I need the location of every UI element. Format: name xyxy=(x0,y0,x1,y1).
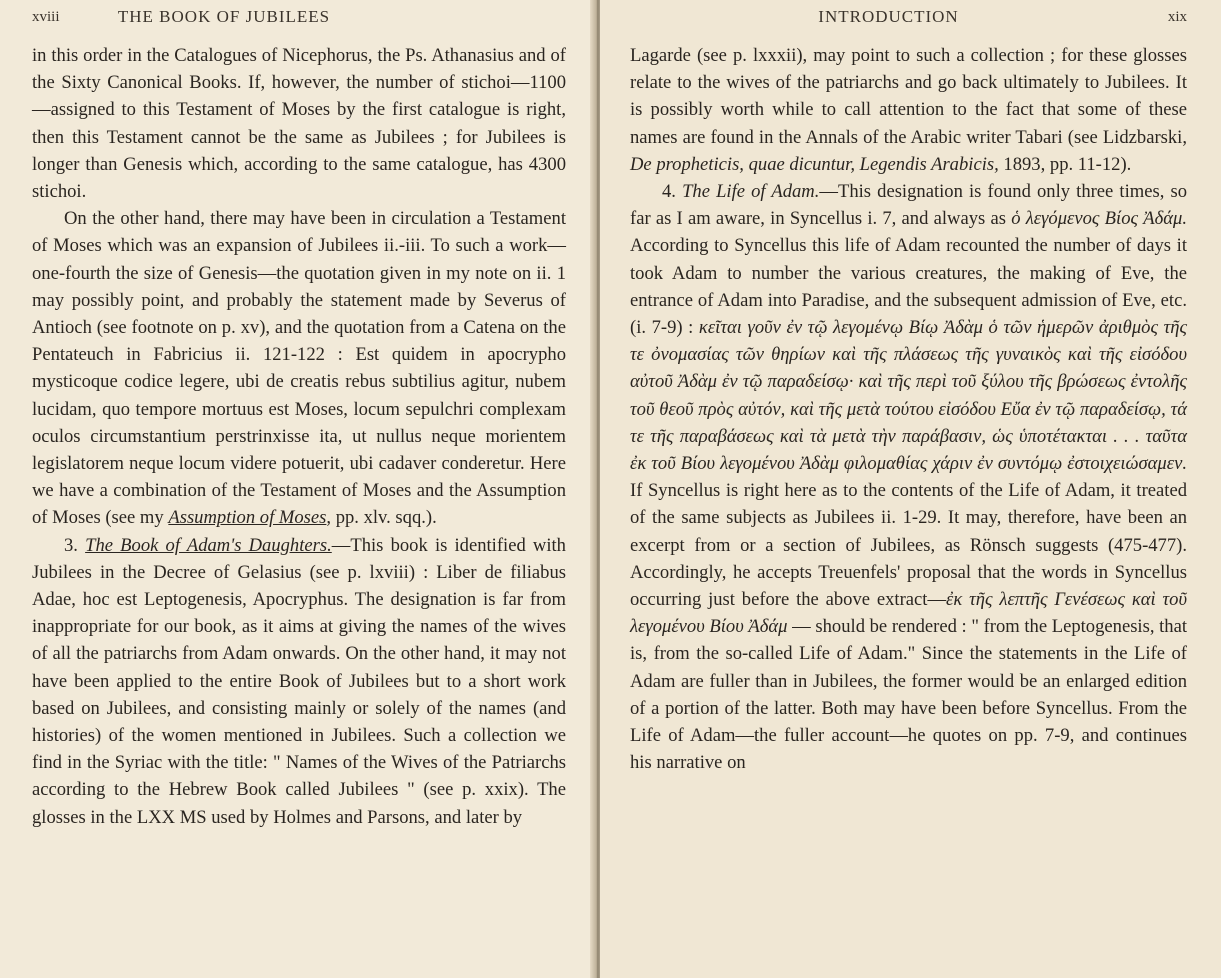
right-paragraph-2 xyxy=(630,178,1187,776)
right-paragraph-2-text-d: — should be rendered : " from the Leptogenesis, that is, from the so-called Life of Adam." Since the statements in the Life of Adam are fuller than in Jubilees, the former would be an enlarged edition of a portion of the latter. Both may have been before Syncellus. From the Life of Adam—the fuller account—he quotes on pp. 7-9, and continues his narrative on xyxy=(630,616,1188,774)
greek-phrase-3: ἐκ τῆς λεπτῆς Γενέσεως καὶ τοῦ λεγομένου Βίου Ἀδάμ xyxy=(630,589,1187,638)
left-page-body xyxy=(32,34,566,831)
right-page xyxy=(600,0,1221,978)
left-paragraph-3-text: —This book is identified with Jubilees in the Decree of Gelasius (see p. lxviii) : Liber de filiabus Adae, hoc est Leptogenesis, Apocryphus. The designation is far from inappropriate for our book, as it aims at giving the names of the wives of all the patriarchs from Adam onwards. On the other hand, it may not have been applied to the entire Book of Jubilees but to a short work based on Jubilees, and consisting mainly or solely of the names (and histories) of the women mentioned in Jubilees. Such a collection we find in the Syriac with the title: " Names of the Wives of the Patriarchs according to the Hebrew Book called Jubilees " (see p. xxix). The glosses in the LXX MS used by Holmes and Parsons, and later by xyxy=(32,534,566,828)
right-paragraph-1-text: Lagarde (see p. lxxxii), may point to such a collection ; for these glosses relate to the wives of the patriarchs and go back ultimately to Jubilees. It is possibly worth while to call attention to the fact that some of these names are found in the Annals of the Arabic writer Tabari (see Lidzbarski, xyxy=(630,45,1187,148)
right-page-body xyxy=(630,34,1187,776)
assumption-of-moses-citation: Assumption of Moses xyxy=(168,507,327,529)
greek-quotation: κεῖται γοῦν ἐν τῷ λεγομένῳ Βίῳ Ἀδὰμ ὁ τῶν ἡμερῶν ἀριθμὸς τῆς τε ὀνομασίας τῶν θηρίων καὶ τῆς πλάσεως τῆς γυναικὸς καὶ τῆς εἰσόδου αὐτοῦ Ἀδὰμ ἐν τῷ παραδείσῳ· καὶ τῆς περὶ τοῦ ξύλου τῆς βρώσεως ἐντολῆς τοῦ θεοῦ πρὸς αὐτόν, καὶ τῆς μετὰ τούτου εἰσόδου Εὔα ἐν τῷ παραδείσῳ, τά τε τῆς παραβάσεως καὶ τὰ μετὰ τὴν παράβασιν, ὡς ὑποτέτακται . . . ταῦτα ἐκ τοῦ Βίου λεγομένου Ἀδὰμ φιλομαθίας χάριν ἐν συντόμῳ ἐστοιχειώσαμεν. xyxy=(630,317,1187,475)
left-page xyxy=(0,0,596,978)
greek-phrase-1: ὁ λεγόμενος Βίος Ἀδάμ. xyxy=(1011,208,1188,230)
section-3-heading: The Book of Adam's Daughters. xyxy=(85,534,332,556)
left-paragraph-2 xyxy=(32,205,566,531)
right-paragraph-2-text-c: If Syncellus is right here as to the contents of the Life of Adam, it treated of the same subjects as Jubilees ii. 1-29. It may, therefore, have been an excerpt from or a section of Jubilees, as Rönsch suggests (475-477). Accordingly, he accepts Treuenfels' proposal that the words in Syncellus occurring just before the above extract— xyxy=(630,480,1187,611)
right-paragraph-1-tail: 1893, pp. 11-12). xyxy=(1003,153,1132,175)
section-4-heading: The Life of Adam. xyxy=(682,181,820,203)
right-running-title: INTRODUCTION xyxy=(818,7,959,26)
lidzbarski-citation: De propheticis, quae dicuntur, Legendis Arabicis, xyxy=(630,153,999,175)
left-paragraph-1: in this order in the Catalogues of Nicephorus, the Ps. Athanasius and of the Sixty Canonical Books. If, however, the number of stichoi—1100—assigned to this Testament of Moses by the first catalogue is right, then this Testament cannot be the same as Jubilees ; for Jubilees is longer than Genesis which, according to the same catalogue, has 4300 stichoi. xyxy=(32,45,566,203)
left-running-title: THE BOOK OF JUBILEES xyxy=(117,7,331,26)
left-paragraph-2-tail: , pp. xlv. sqq.). xyxy=(326,507,437,529)
right-page-header xyxy=(630,0,1187,34)
left-paragraph-2-text: On the other hand, there may have been in circulation a Testament of Moses which was an expansion of Jubilees ii.-iii. To such a work—one-fourth the size of Genesis—the quotation given in my note on ii. 1 may possibly point, and probably the statement made by Severus of Antioch (see footnote on p. xv), and the quotation from a Catena on the Pentateuch in Fabricius ii. 121-122 : Est quidem in apocrypho mysticoque codice legere, ubi de creatis rebus subtilius agitur, nubem lucidam, quo tempore mortuus est Moses, locum sepulchri complexam oculos circumstantium perstrinxisse ita, ut nullus neque morientem legislatorem neque locum videre potuerit, ubi cadaver conderetur. Here we have a combination of the Testament of Moses and the Assumption of Moses (see my xyxy=(32,208,566,529)
section-3-number: 3. xyxy=(64,534,78,556)
right-paragraph-1 xyxy=(630,42,1187,178)
right-paragraph-2-text-b: According to Syncellus this life of Adam recounted the number of days it took Adam to number the various creatures, the making of Eve, the entrance of Adam into Paradise, and the subsequent admission of Eve, etc. (i. 7-9) : xyxy=(630,235,1187,339)
left-paragraph-3 xyxy=(32,532,566,831)
section-4-number: 4. xyxy=(662,181,676,203)
left-page-number: xviii xyxy=(32,9,60,25)
right-page-number: xix xyxy=(1167,9,1187,25)
right-paragraph-2-text-a: —This designation is found only three times, so far as I am aware, in Syncellus i. 7, and always as xyxy=(630,181,1187,230)
left-page-header xyxy=(32,0,566,34)
